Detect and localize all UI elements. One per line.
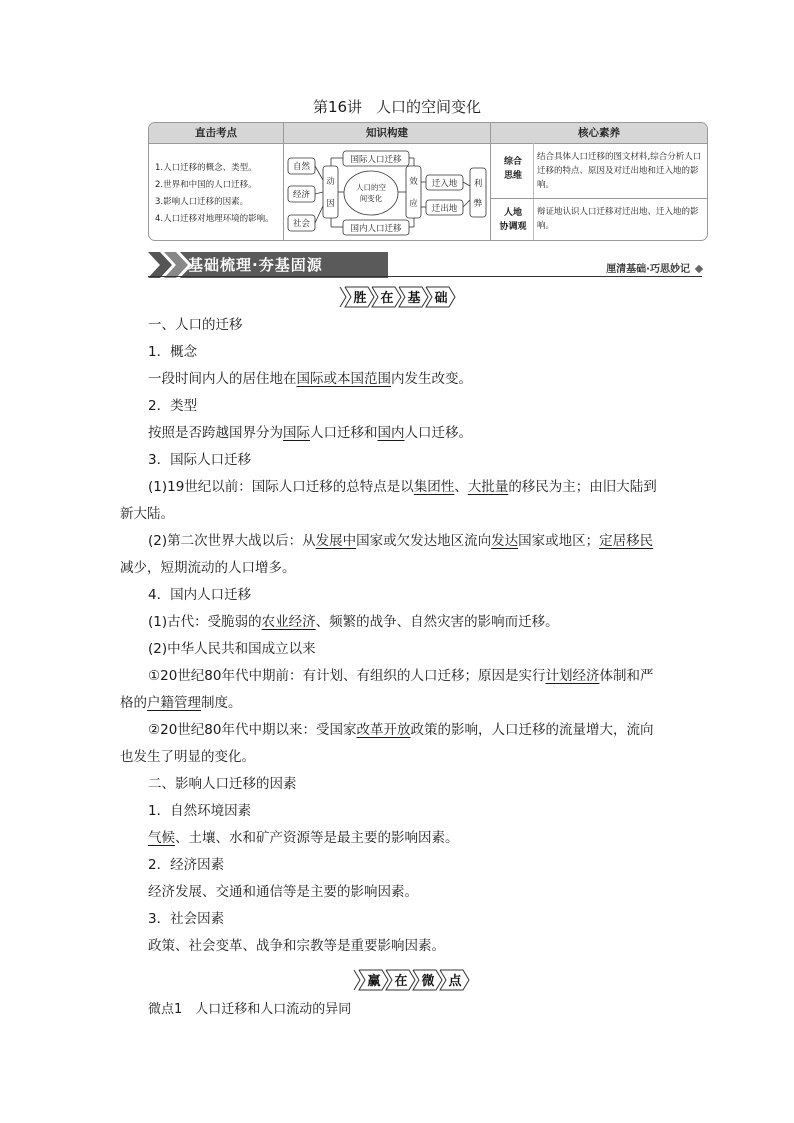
bottom-label: 国内人口迁移 xyxy=(350,224,402,234)
text: ②20世纪80年代中期以来：受国家 xyxy=(148,722,357,738)
banner-subtitle xyxy=(560,260,702,275)
tag-char: 点 xyxy=(448,974,462,989)
keyword: 国内 xyxy=(377,425,405,441)
out-label: 迁出地 xyxy=(431,204,458,214)
tag-char: 在 xyxy=(380,291,394,306)
banner-underline xyxy=(148,276,702,277)
paragraph xyxy=(148,828,459,848)
banner-subtitle-text: 厘清基础·巧思妙记 xyxy=(606,264,690,275)
text: (1)19世纪以前：国际人口迁移的总特点是以 xyxy=(148,479,414,495)
overview-table xyxy=(148,122,708,241)
tag-char: 微 xyxy=(421,974,435,989)
tag-char: 胜 xyxy=(353,291,367,306)
keyword: 定居移民 xyxy=(599,533,654,549)
header-kaodian: 直击考点 xyxy=(195,127,237,139)
paragraph xyxy=(148,423,472,443)
diamond-icon xyxy=(695,265,703,273)
keyword: 国际 xyxy=(283,425,310,441)
xiaoying-box xyxy=(406,166,421,218)
text: (2)第二次世界大战以后：从 xyxy=(148,533,316,549)
subheading: 1．概念 xyxy=(148,344,198,360)
paragraph xyxy=(148,720,653,740)
paragraph: 经济发展、交通和通信等是主要的影响因素。 xyxy=(148,884,418,900)
banner-title: 基础梳理·夯基固源 xyxy=(188,256,323,274)
suyang-text: 辩证地认识人口迁移对迁出地、迁入地的影响。 xyxy=(537,207,699,231)
text: 国家或地区； xyxy=(518,533,600,549)
kaodian-item: 1.人口迁移的概念、类型。 xyxy=(155,163,257,173)
heading-2: 二、影响人口迁移的因素 xyxy=(148,776,297,792)
paragraph-continued: 减少，短期流动的人口增多。 xyxy=(120,560,296,576)
in-label: 迁入地 xyxy=(431,179,458,189)
divider xyxy=(490,123,491,240)
subheading: 1．自然环境因素 xyxy=(148,803,252,819)
kaodian-item: 3.影响人口迁移的因素。 xyxy=(155,197,249,207)
dongyin-char: 因 xyxy=(326,199,335,209)
tag-char: 赢 xyxy=(367,974,381,989)
weidian-heading: 微点1 人口迁移和人口流动的异同 xyxy=(148,1002,352,1017)
suyang-text: 结合具体人口迁移的图文材料,综合分析人口迁移的特点、原因及对迁出地和迁入地的影响。 xyxy=(537,152,702,190)
text: 人口迁移和 xyxy=(310,425,378,441)
keyword: 气候 xyxy=(148,830,175,846)
factor-label: 经济 xyxy=(292,190,311,200)
suyang-label: 人地 协调观 xyxy=(499,208,527,232)
header-suyang: 核心素养 xyxy=(578,127,620,139)
paragraph xyxy=(148,612,559,632)
keyword: 发展中 xyxy=(315,533,357,549)
tag-char: 基 xyxy=(407,291,421,306)
keyword: 大批量 xyxy=(467,479,509,495)
kaodian-item: 2.世界和中国的人口迁移。 xyxy=(155,180,257,190)
text: 按照是否跨越国界分为 xyxy=(148,425,283,441)
page-title xyxy=(0,96,794,117)
text: (1)古代：受脆弱的 xyxy=(148,614,262,630)
keyword: 户籍管理 xyxy=(147,695,201,711)
keyword: 改革开放 xyxy=(356,722,411,738)
text: 的移民为主；由旧大陆到 xyxy=(508,479,657,495)
libi-box xyxy=(470,168,486,217)
text: 人口迁移。 xyxy=(404,425,472,441)
factor-label: 自然 xyxy=(292,162,311,172)
text: ①20世纪80年代中期前：有计划、有组织的人口迁移；原因是实行 xyxy=(148,668,546,684)
keyword: 国际或本国范围 xyxy=(296,371,391,387)
center-line: 人口的空 xyxy=(356,183,386,192)
paragraph-continued xyxy=(120,693,242,713)
kaodian-item: 4.人口迁移对地理环境的影响。 xyxy=(155,214,274,224)
divider xyxy=(533,143,534,240)
text: 、土壤、水和矿产资源等是最主要的影响因素。 xyxy=(175,830,459,846)
libi-char: 利 xyxy=(473,179,483,189)
text: 、 xyxy=(454,479,468,495)
top-label: 国际人口迁移 xyxy=(350,155,402,165)
text: 体制和严 xyxy=(599,668,654,684)
text: 制度。 xyxy=(201,695,242,711)
paragraph xyxy=(148,531,653,551)
divider xyxy=(491,198,707,199)
keyword: 发达 xyxy=(491,533,519,549)
tag-char: 础 xyxy=(434,291,448,306)
paragraph-continued: 新大陆。 xyxy=(120,506,174,522)
center-line: 间变化 xyxy=(359,194,383,203)
header-zhishi: 知识构建 xyxy=(366,127,408,139)
lecture-topic: 人口的空间变化 xyxy=(376,98,482,116)
xiaoying-char: 应 xyxy=(409,199,418,209)
factor-label: 社会 xyxy=(292,219,311,229)
text: 国家或欠发达地区流向 xyxy=(356,533,492,549)
paragraph-continued: 也发生了明显的变化。 xyxy=(120,749,255,765)
lecture-number: 第16讲 xyxy=(312,98,363,116)
text: 政策的影响，人口迁移的流量增大，流向 xyxy=(410,722,654,738)
keyword: 计划经济 xyxy=(545,668,600,684)
section-tag-jichu xyxy=(338,286,458,308)
paragraph xyxy=(148,369,472,389)
text: 格的 xyxy=(120,695,147,711)
center-ellipse xyxy=(344,171,398,215)
dongyin-char: 动 xyxy=(326,177,335,187)
subheading: 3．国际人口迁移 xyxy=(148,452,252,468)
heading-1: 一、人口的迁移 xyxy=(148,317,243,333)
subheading: 3．社会因素 xyxy=(148,911,225,927)
keyword: 农业经济 xyxy=(261,614,316,630)
subheading: 4．国内人口迁移 xyxy=(148,587,252,603)
paragraph xyxy=(148,666,653,686)
knowledge-diagram xyxy=(284,144,490,240)
xiaoying-char: 效 xyxy=(409,177,418,187)
libi-char: 弊 xyxy=(473,199,483,209)
suyang-label: 综合 思维 xyxy=(503,157,522,181)
paragraph xyxy=(148,477,657,497)
text: 一段时间内人的居住地在 xyxy=(148,371,297,387)
text: 内发生改变。 xyxy=(391,371,472,387)
keyword: 集团性 xyxy=(413,479,455,495)
text: 、频繁的战争、自然灾害的影响而迁移。 xyxy=(315,614,559,630)
section-tag-weidian xyxy=(352,969,472,991)
subheading: 2．经济因素 xyxy=(148,857,225,873)
tag-char: 在 xyxy=(394,974,408,989)
paragraph: 政策、社会变革、战争和宗教等是重要影响因素。 xyxy=(148,938,445,954)
paragraph: (2)中华人民共和国成立以来 xyxy=(148,641,316,657)
subheading: 2．类型 xyxy=(148,398,198,414)
dongyin-box xyxy=(323,166,338,218)
